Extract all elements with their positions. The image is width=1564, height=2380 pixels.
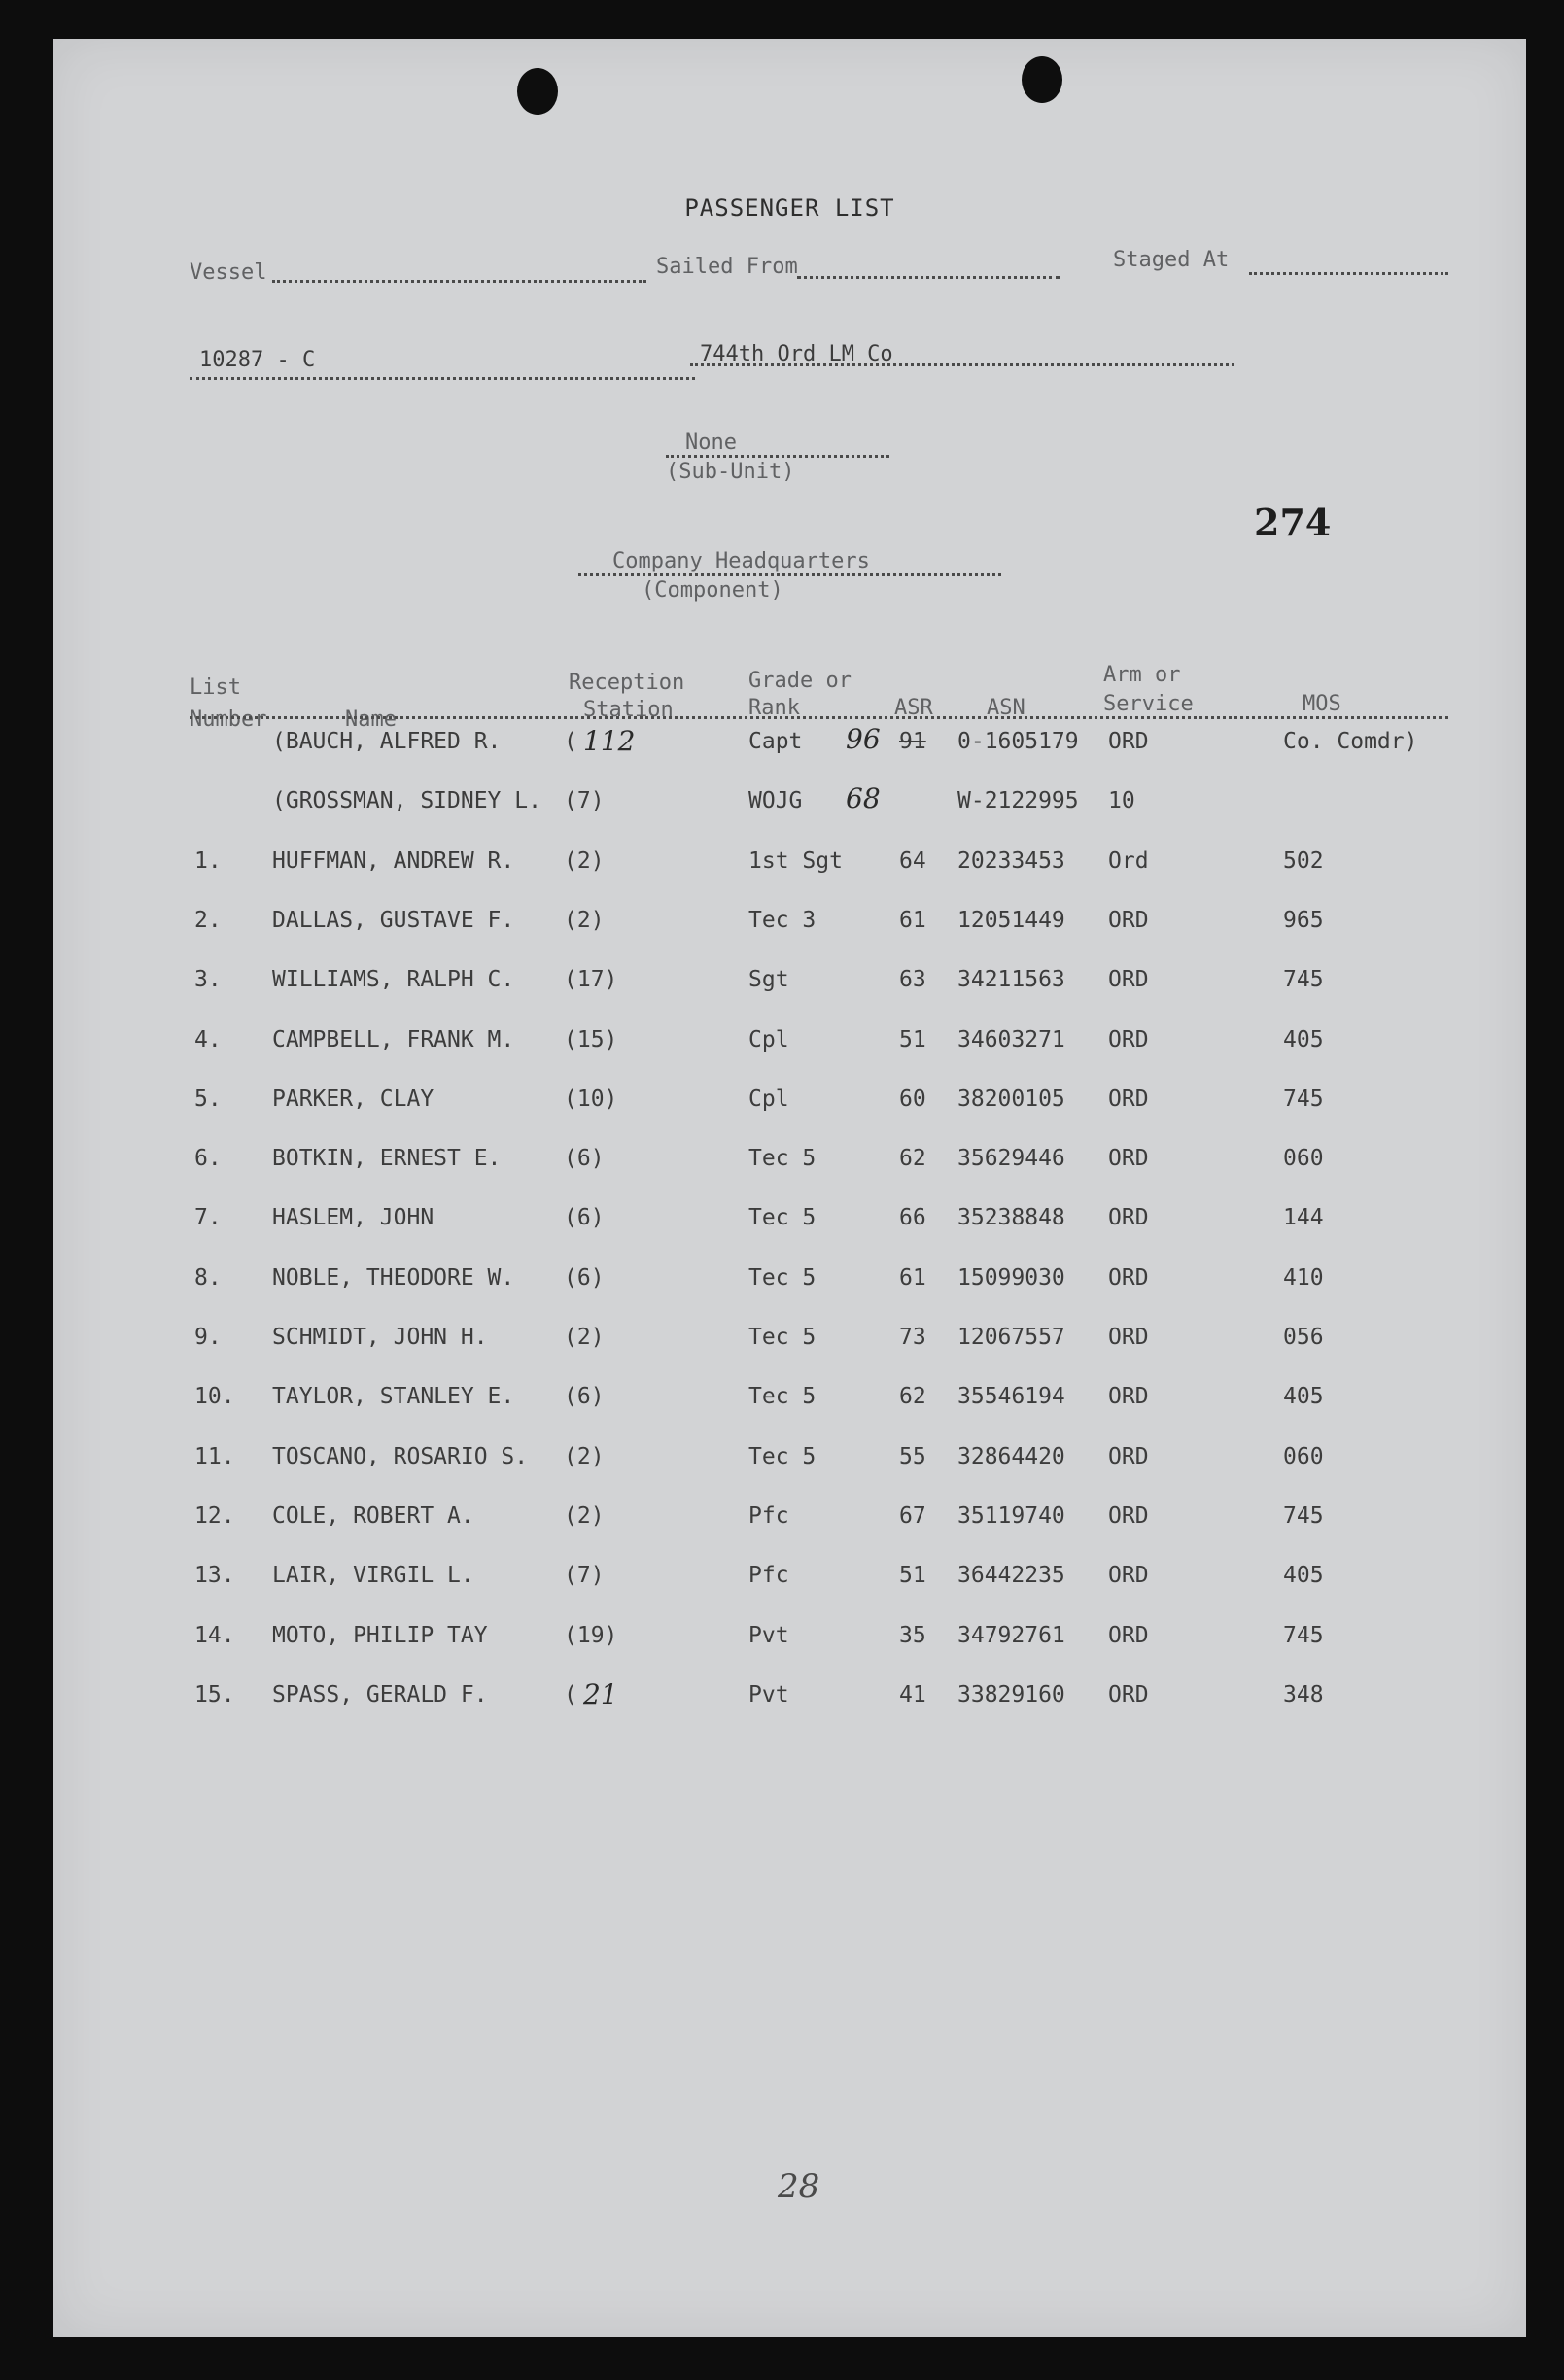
asr-score: 35: [899, 1622, 926, 1648]
grade-rank: Tec 5: [748, 1264, 817, 1291]
reception-station: (2): [564, 907, 605, 933]
passenger-name: CAMPBELL, FRANK M.: [272, 1026, 515, 1052]
asr-score: 67: [899, 1502, 926, 1529]
passenger-name: HUFFMAN, ANDREW R.: [272, 847, 515, 874]
sub-unit-label: (Sub-Unit): [666, 460, 795, 484]
col-mos: MOS: [1303, 692, 1341, 716]
sailed-from-blank: [797, 276, 1060, 279]
mos-code: 745: [1283, 1086, 1324, 1112]
mos-code: 745: [1283, 967, 1324, 993]
mos-code: 745: [1283, 1502, 1324, 1529]
col-station: Station: [583, 698, 674, 722]
col-grade: Grade or: [748, 669, 852, 693]
staged-at-blank: [1249, 272, 1448, 275]
serial-number: 35238848: [957, 1205, 1065, 1231]
grade-rank: 1st Sgt: [748, 847, 843, 874]
serial-number: 35546194: [957, 1384, 1065, 1410]
passenger-name: HASLEM, JOHN: [272, 1205, 434, 1231]
reception-station: (10): [564, 1086, 618, 1112]
col-name: Name: [345, 707, 397, 732]
arm-service: ORD: [1108, 1026, 1149, 1052]
grade-rank: Tec 5: [748, 1146, 817, 1172]
arm-service: ORD: [1108, 1205, 1149, 1231]
reception-station: (2): [564, 1502, 605, 1529]
passenger-name: WILLIAMS, RALPH C.: [272, 967, 515, 993]
serial-number: 36442235: [957, 1563, 1065, 1589]
grade-rank: Tec 3: [748, 907, 817, 933]
mos-code: 745: [1283, 1622, 1324, 1648]
reception-station: (6): [564, 1146, 605, 1172]
arm-service: ORD: [1108, 907, 1149, 933]
grade-rank: Capt: [748, 729, 803, 754]
arm-service: ORD: [1108, 1622, 1149, 1648]
grade-rank: Sgt: [748, 967, 789, 993]
unit-name: 744th Ord LM Co: [700, 342, 893, 366]
mos-code: 965: [1283, 907, 1324, 933]
grade-rank: Pfc: [748, 1502, 789, 1529]
handwritten-station: 112: [583, 725, 636, 757]
grade-rank: Tec 5: [748, 1384, 817, 1410]
sub-unit-value: None: [685, 431, 737, 455]
col-list: List: [190, 675, 241, 700]
component-value: Company Headquarters: [612, 549, 870, 573]
arm-service: ORD: [1108, 1563, 1149, 1589]
unit-number-underline: [190, 377, 695, 380]
serial-number: 0-1605179: [957, 729, 1079, 754]
handwritten-asr: 68: [846, 782, 881, 815]
asr-score: 51: [899, 1563, 926, 1589]
col-number: Number: [190, 707, 267, 732]
arm-service: ORD: [1108, 967, 1149, 993]
serial-number: 34792761: [957, 1622, 1065, 1648]
reception-station: (6): [564, 1205, 605, 1231]
handwritten-station: 21: [583, 1677, 618, 1710]
arm-service: ORD: [1108, 1264, 1149, 1291]
reception-station: (7): [564, 1563, 605, 1589]
serial-number: 32864420: [957, 1443, 1065, 1469]
asr-score: 62: [899, 1384, 926, 1410]
serial-number: 20233453: [957, 847, 1065, 874]
passenger-name: NOBLE, THEODORE W.: [272, 1264, 515, 1291]
passenger-name: DALLAS, GUSTAVE F.: [272, 907, 515, 933]
row-number: 4.: [194, 1026, 222, 1052]
arm-service: ORD: [1108, 1384, 1149, 1410]
grade-rank: Pvt: [748, 1622, 789, 1648]
document-page: [53, 39, 1526, 2337]
row-number: 11.: [194, 1443, 235, 1469]
grade-rank: Pfc: [748, 1563, 789, 1589]
serial-number: 15099030: [957, 1264, 1065, 1291]
row-number: 12.: [194, 1502, 235, 1529]
serial-number: 34603271: [957, 1026, 1065, 1052]
mos-code: 405: [1283, 1384, 1324, 1410]
col-reception: Reception: [569, 671, 685, 695]
row-number: 13.: [194, 1563, 235, 1589]
mos-code: 348: [1283, 1681, 1324, 1707]
mos-code: 144: [1283, 1205, 1324, 1231]
serial-number: W-2122995: [957, 788, 1079, 814]
serial-number: 12051449: [957, 907, 1065, 933]
col-arm: Arm or: [1103, 663, 1181, 687]
arm-service: ORD: [1108, 1325, 1149, 1350]
reception-station: (19): [564, 1622, 618, 1648]
row-number: 10.: [194, 1384, 235, 1410]
asr-score: 91: [899, 729, 926, 754]
serial-number: 38200105: [957, 1086, 1065, 1112]
mos-code: 405: [1283, 1026, 1324, 1052]
arm-service: Ord: [1108, 847, 1149, 874]
vessel-blank: [272, 280, 646, 283]
reception-station: (2): [564, 1443, 605, 1469]
col-asn: ASN: [987, 696, 1025, 720]
grade-rank: Cpl: [748, 1026, 789, 1052]
reception-station: (2): [564, 1325, 605, 1350]
arm-service: ORD: [1108, 1502, 1149, 1529]
row-number: 2.: [194, 907, 222, 933]
reception-station: (6): [564, 1384, 605, 1410]
grade-rank: Pvt: [748, 1681, 789, 1707]
sailed-from-label: Sailed From: [656, 255, 798, 279]
passenger-name: LAIR, VIRGIL L.: [272, 1563, 474, 1589]
passenger-name: BOTKIN, ERNEST E.: [272, 1146, 502, 1172]
mos-code: 056: [1283, 1325, 1324, 1350]
row-number: 5.: [194, 1086, 222, 1112]
asr-score: 51: [899, 1026, 926, 1052]
row-number: 7.: [194, 1205, 222, 1231]
component-underline: [578, 573, 1001, 576]
asr-score: 73: [899, 1325, 926, 1350]
asr-score: 60: [899, 1086, 926, 1112]
mos-code: Co. Comdr): [1283, 729, 1418, 754]
row-number: 14.: [194, 1622, 235, 1648]
reception-station: (15): [564, 1026, 618, 1052]
passenger-name: SCHMIDT, JOHN H.: [272, 1325, 488, 1350]
grade-rank: Tec 5: [748, 1443, 817, 1469]
arm-service: ORD: [1108, 1086, 1149, 1112]
serial-number: 35119740: [957, 1502, 1065, 1529]
passenger-name: (BAUCH, ALFRED R.: [272, 729, 502, 754]
passenger-name: MOTO, PHILIP TAY: [272, 1622, 488, 1648]
row-number: 1.: [194, 847, 222, 874]
handwritten-asr: 96: [846, 723, 881, 755]
asr-score: 64: [899, 847, 926, 874]
grade-rank: Tec 5: [748, 1325, 817, 1350]
asr-score: 41: [899, 1681, 926, 1707]
row-number: 9.: [194, 1325, 222, 1350]
asr-score: 55: [899, 1443, 926, 1469]
handwritten-page-number: 28: [778, 2167, 820, 2206]
grade-rank: Cpl: [748, 1086, 789, 1112]
serial-number: 33829160: [957, 1681, 1065, 1707]
punch-hole: [517, 68, 558, 115]
passenger-name: SPASS, GERALD F.: [272, 1681, 488, 1707]
serial-number: 12067557: [957, 1325, 1065, 1350]
col-rank: Rank: [748, 696, 800, 720]
arm-service: ORD: [1108, 729, 1149, 754]
arm-service: ORD: [1108, 1443, 1149, 1469]
row-number: 3.: [194, 967, 222, 993]
asr-score: 61: [899, 1264, 926, 1291]
passenger-name: TAYLOR, STANLEY E.: [272, 1384, 515, 1410]
sub-unit-underline: [666, 455, 889, 458]
row-number: 15.: [194, 1681, 235, 1707]
reception-station: (: [564, 1681, 577, 1707]
mos-code: 060: [1283, 1146, 1324, 1172]
reception-station: (6): [564, 1264, 605, 1291]
asr-score: 61: [899, 907, 926, 933]
row-number: 8.: [194, 1264, 222, 1291]
passenger-name: PARKER, CLAY: [272, 1086, 434, 1112]
serial-number: 35629446: [957, 1146, 1065, 1172]
arm-service: ORD: [1108, 1146, 1149, 1172]
reception-station: (: [564, 729, 577, 754]
asr-score: 63: [899, 967, 926, 993]
document-title: PASSENGER LIST: [684, 194, 895, 222]
mos-code: 060: [1283, 1443, 1324, 1469]
mos-code: 410: [1283, 1264, 1324, 1291]
unit-number: 10287 - C: [199, 348, 316, 372]
row-number: 6.: [194, 1146, 222, 1172]
passenger-name: (GROSSMAN, SIDNEY L.: [272, 788, 541, 814]
col-asr: ASR: [894, 696, 933, 720]
arm-service: 10: [1108, 788, 1135, 814]
col-service: Service: [1103, 692, 1194, 716]
page-number: 274: [1254, 500, 1332, 544]
serial-number: 34211563: [957, 967, 1065, 993]
unit-name-underline: [690, 363, 1234, 366]
staged-at-label: Staged At: [1113, 248, 1230, 272]
passenger-name: TOSCANO, ROSARIO S.: [272, 1443, 529, 1469]
mos-code: 405: [1283, 1563, 1324, 1589]
mos-code: 502: [1283, 847, 1324, 874]
component-label: (Component): [642, 578, 783, 603]
reception-station: (2): [564, 847, 605, 874]
asr-score: 66: [899, 1205, 926, 1231]
reception-station: (17): [564, 967, 618, 993]
header-rule: [190, 716, 1448, 719]
arm-service: ORD: [1108, 1681, 1149, 1707]
vessel-label: Vessel: [190, 260, 267, 285]
grade-rank: Tec 5: [748, 1205, 817, 1231]
asr-score: 62: [899, 1146, 926, 1172]
punch-hole: [1022, 56, 1062, 103]
passenger-name: COLE, ROBERT A.: [272, 1502, 474, 1529]
grade-rank: WOJG: [748, 788, 803, 814]
reception-station: (7): [564, 788, 605, 814]
